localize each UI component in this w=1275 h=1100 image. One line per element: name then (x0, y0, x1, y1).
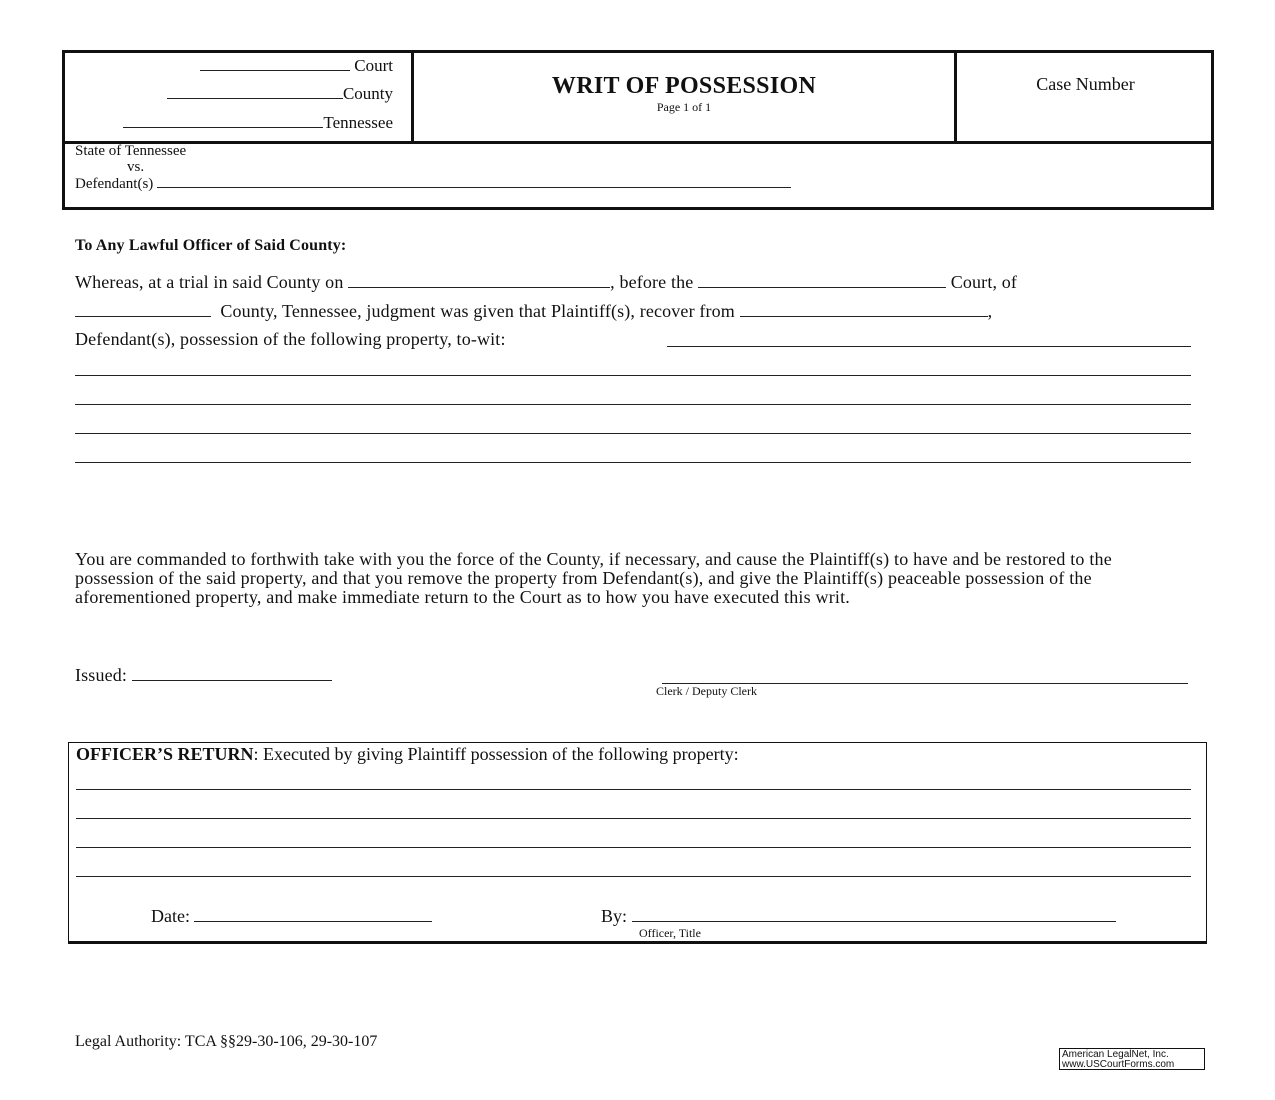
state-label: Tennessee (323, 113, 393, 132)
date-label: Date: (151, 906, 190, 926)
property-prefix: Defendant(s), possession of the following property, to-wit: (75, 329, 506, 349)
property-line-1[interactable] (667, 346, 1191, 347)
caption-box (62, 50, 1214, 210)
command-paragraph: You are commanded to forthwith take with you the force of the County, if necessary, and cause the Plaintiff(s) to have and be restored to the possession of the said property, and that you remove the property from Defendant(s), and give the Plaintiff(s) peaceable possession of the aforementioned property, and make immediate return to the Court as to how you have executed this writ. (75, 549, 1112, 607)
court-info-cell (65, 53, 414, 144)
defendant-label: Defendant(s) (75, 176, 154, 192)
clerk-label: Clerk / Deputy Clerk (656, 684, 757, 698)
issued-label: Issued: (75, 665, 128, 685)
return-date-field[interactable] (194, 907, 432, 922)
judgment-line-3 (75, 329, 506, 350)
return-line-1[interactable] (76, 789, 1191, 790)
court-name-inline-field[interactable] (698, 273, 946, 288)
court-of-text: Court, of (950, 272, 1018, 292)
officer-signature-field[interactable] (632, 907, 1116, 922)
return-by-row (601, 906, 1116, 927)
judgment-text: County, Tennessee, judgment was given that Plaintiff(s), recover from (220, 301, 735, 321)
property-line-5[interactable] (75, 462, 1191, 463)
court-name-row (200, 56, 393, 76)
property-line-3[interactable] (75, 404, 1191, 405)
state-row (123, 113, 393, 133)
officer-return-box (68, 742, 1207, 942)
issued-date-field[interactable] (132, 666, 332, 681)
stamp-website: www.USCourtForms.com (1062, 1059, 1175, 1070)
property-line-2[interactable] (75, 375, 1191, 376)
publisher-stamp (1059, 1048, 1205, 1070)
by-label: By: (601, 906, 628, 926)
case-number-cell[interactable] (954, 53, 1214, 144)
city-field[interactable] (123, 113, 323, 128)
document-title: WRIT OF POSSESSION (551, 73, 817, 99)
return-date-row (151, 906, 432, 927)
page-indicator: Page 1 of 1 (656, 100, 712, 114)
comma-text: , (987, 301, 993, 321)
county-name-field[interactable] (167, 84, 343, 99)
defendant-row (75, 175, 791, 193)
recover-from-field[interactable] (740, 302, 988, 317)
county-label: County (342, 84, 393, 103)
versus-text: vs. (127, 159, 145, 175)
judgment-line-2 (75, 301, 992, 322)
officer-return-heading: OFFICER’S RETURN (76, 744, 254, 764)
legal-authority: Legal Authority: TCA §§29-30-106, 29-30-107 (75, 1033, 378, 1050)
title-cell (414, 53, 954, 144)
court-label: Court (354, 56, 393, 75)
salutation: To Any Lawful Officer of Said County: (75, 237, 347, 254)
trial-date-field[interactable] (348, 273, 610, 288)
trial-date-prefix: Whereas, at a trial in said County on (75, 272, 344, 292)
property-line-4[interactable] (75, 433, 1191, 434)
judgment-line-1 (75, 272, 1017, 293)
county-row (167, 84, 393, 104)
stamp-company: American LegalNet, Inc. (1062, 1049, 1169, 1060)
officer-return-text: : Executed by giving Plaintiff possession of the following property: (253, 744, 739, 764)
plaintiff-name: State of Tennessee (75, 143, 187, 159)
officer-return-heading-row (76, 744, 739, 765)
case-number-label: Case Number (1036, 74, 1135, 94)
return-line-3[interactable] (76, 847, 1191, 848)
county-inline-field[interactable] (75, 302, 211, 317)
issued-row (75, 665, 332, 686)
return-line-4[interactable] (76, 876, 1191, 877)
return-line-2[interactable] (76, 818, 1191, 819)
before-the-text: , before the (610, 272, 694, 292)
court-name-field[interactable] (200, 56, 350, 71)
defendant-name-field[interactable] (157, 175, 791, 188)
officer-title-label: Officer, Title (639, 926, 701, 940)
